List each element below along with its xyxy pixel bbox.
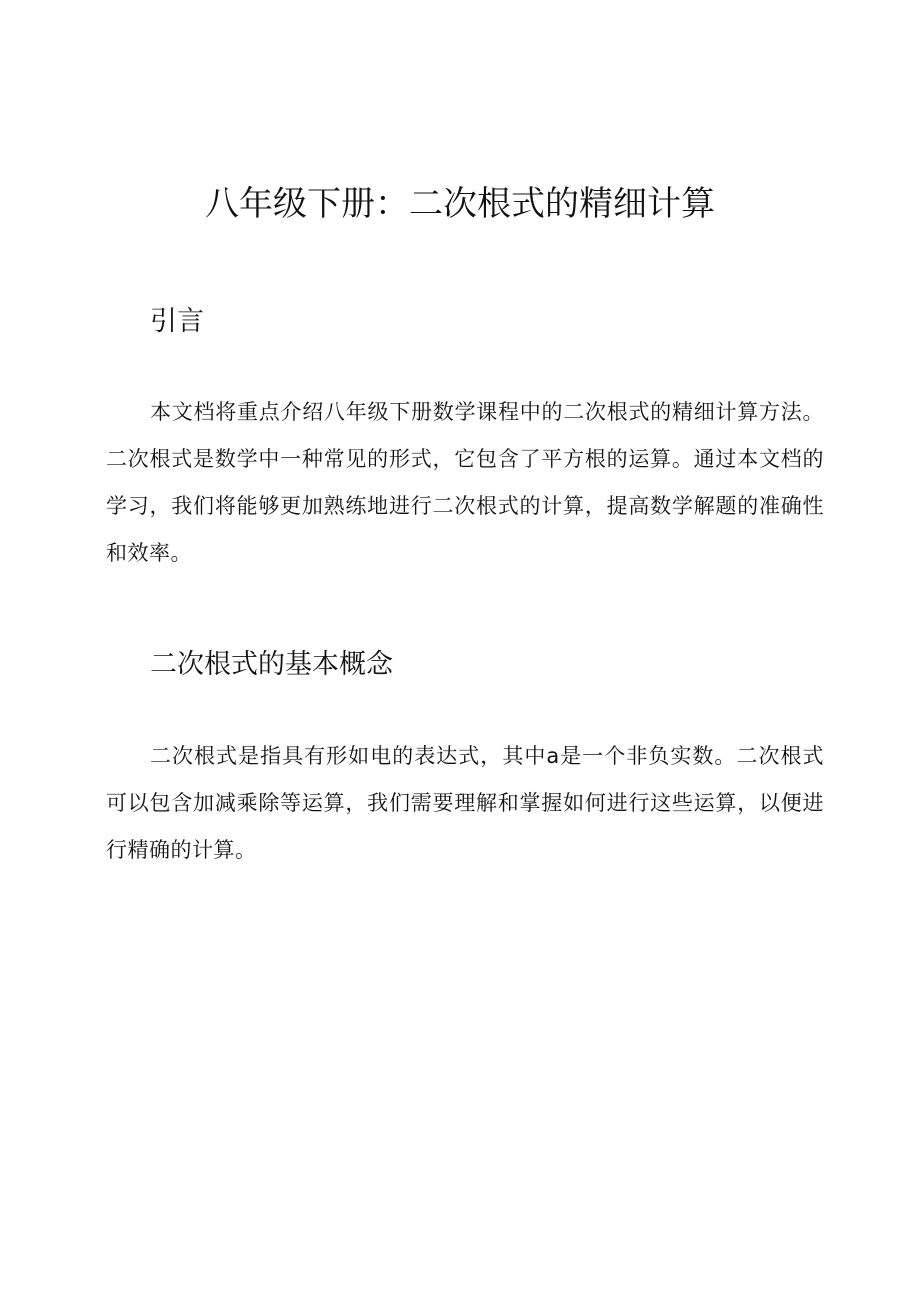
paragraph-basic-concept: 二次根式是指具有形如电的表达式，其中a是一个非负实数。二次根式可以包含加减乘除等运算，我们需要理解和掌握如何进行这些运算，以便进行精确的计算。 <box>106 744 824 862</box>
section-body-concept-wrapper <box>106 733 824 874</box>
section-body-intro-wrapper <box>106 389 824 577</box>
document-title: 八年级下册：二次根式的精细计算 <box>205 184 715 224</box>
paragraph-intro: 本文档将重点介绍八年级下册数学课程中的二次根式的精细计算方法。二次根式是数学中一种常见的形式，它包含了平方根的运算。通过本文档的学习，我们将能够更加熟练地进行二次根式的计算，提高数学解题的准确性和效率。 <box>106 400 824 565</box>
section-heading-intro-wrapper <box>106 302 824 342</box>
section-heading-basic-concept: 二次根式的基本概念 <box>150 649 393 680</box>
section-heading-intro: 引言 <box>150 306 204 337</box>
section-heading-concept-wrapper <box>106 645 824 685</box>
